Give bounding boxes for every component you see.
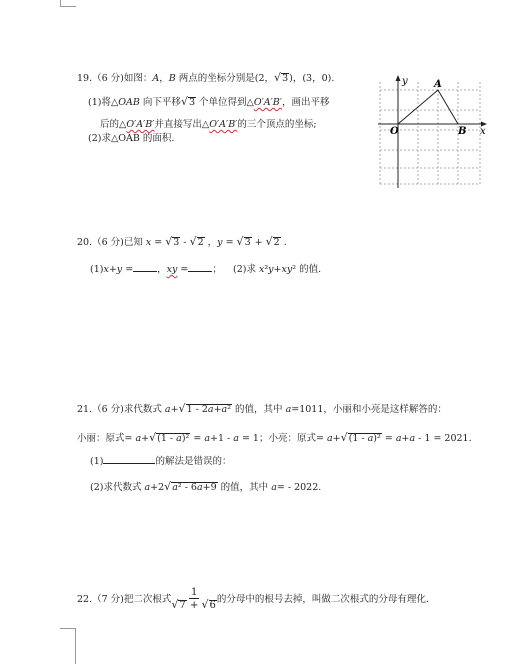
q19-coordinate-graph xyxy=(374,72,494,190)
q22-denominator: √7 + √6 xyxy=(171,598,216,611)
q22-fraction xyxy=(171,587,217,612)
q21-line2: 小丽：原式= a+√(1 - a)² = a+1 - a = 1；小亮：原式= a+√(1 - a)² = a+a - 1 = 2021. xyxy=(77,431,472,444)
q19-line1: 19.（6 分)如图：A，B 两点的坐标分别是(2，√3)，(3，0). xyxy=(77,71,335,84)
corner-mark-top xyxy=(60,0,76,8)
q21-line3: (1) 的解法是错误的： xyxy=(90,456,232,467)
q22-suffix: 的分母中的根号去掉，叫做二次根式的分母有理化. xyxy=(216,593,429,605)
graph-label-x: x xyxy=(480,126,486,137)
graph-label-o: O xyxy=(390,126,399,137)
q20-part2: (2)求 x²y+xy² 的值. xyxy=(233,264,322,275)
graph-label-b: B xyxy=(458,126,467,137)
corner-mark-bottom xyxy=(60,628,76,664)
q21-line4: (2)求代数式 a+2√a² - 6a+9 的值，其中 a= - 2022. xyxy=(90,480,322,493)
graph-label-y: y xyxy=(402,76,408,87)
q22-prefix: 22.（7 分)把二次根式 xyxy=(77,593,172,605)
q19-line3: 后的△O′A′B′并直接写出△O′A′B′的三个顶点的坐标; xyxy=(100,119,317,130)
q19-line4: (2)求△OAB 的面积. xyxy=(88,133,175,144)
q19-line2: (1)将△OAB 向下平移√3 个单位得到△O′A′B′，画出平移 xyxy=(88,95,330,108)
q22-line xyxy=(77,587,429,612)
q20-part1: (1)x+y = ，xy = ； xyxy=(90,264,222,275)
q20-line1: 20.（6 分)已知 x = √3 - √2 ，y = √3 + √2 . xyxy=(77,235,287,248)
q22-numerator: 1 xyxy=(190,587,198,598)
graph-label-a: A xyxy=(434,79,442,90)
q21-line1: 21.（6 分)求代数式 a+√1 - 2a+a² 的值，其中 a=1011，小丽和小亮是这样解答的： xyxy=(77,402,447,415)
